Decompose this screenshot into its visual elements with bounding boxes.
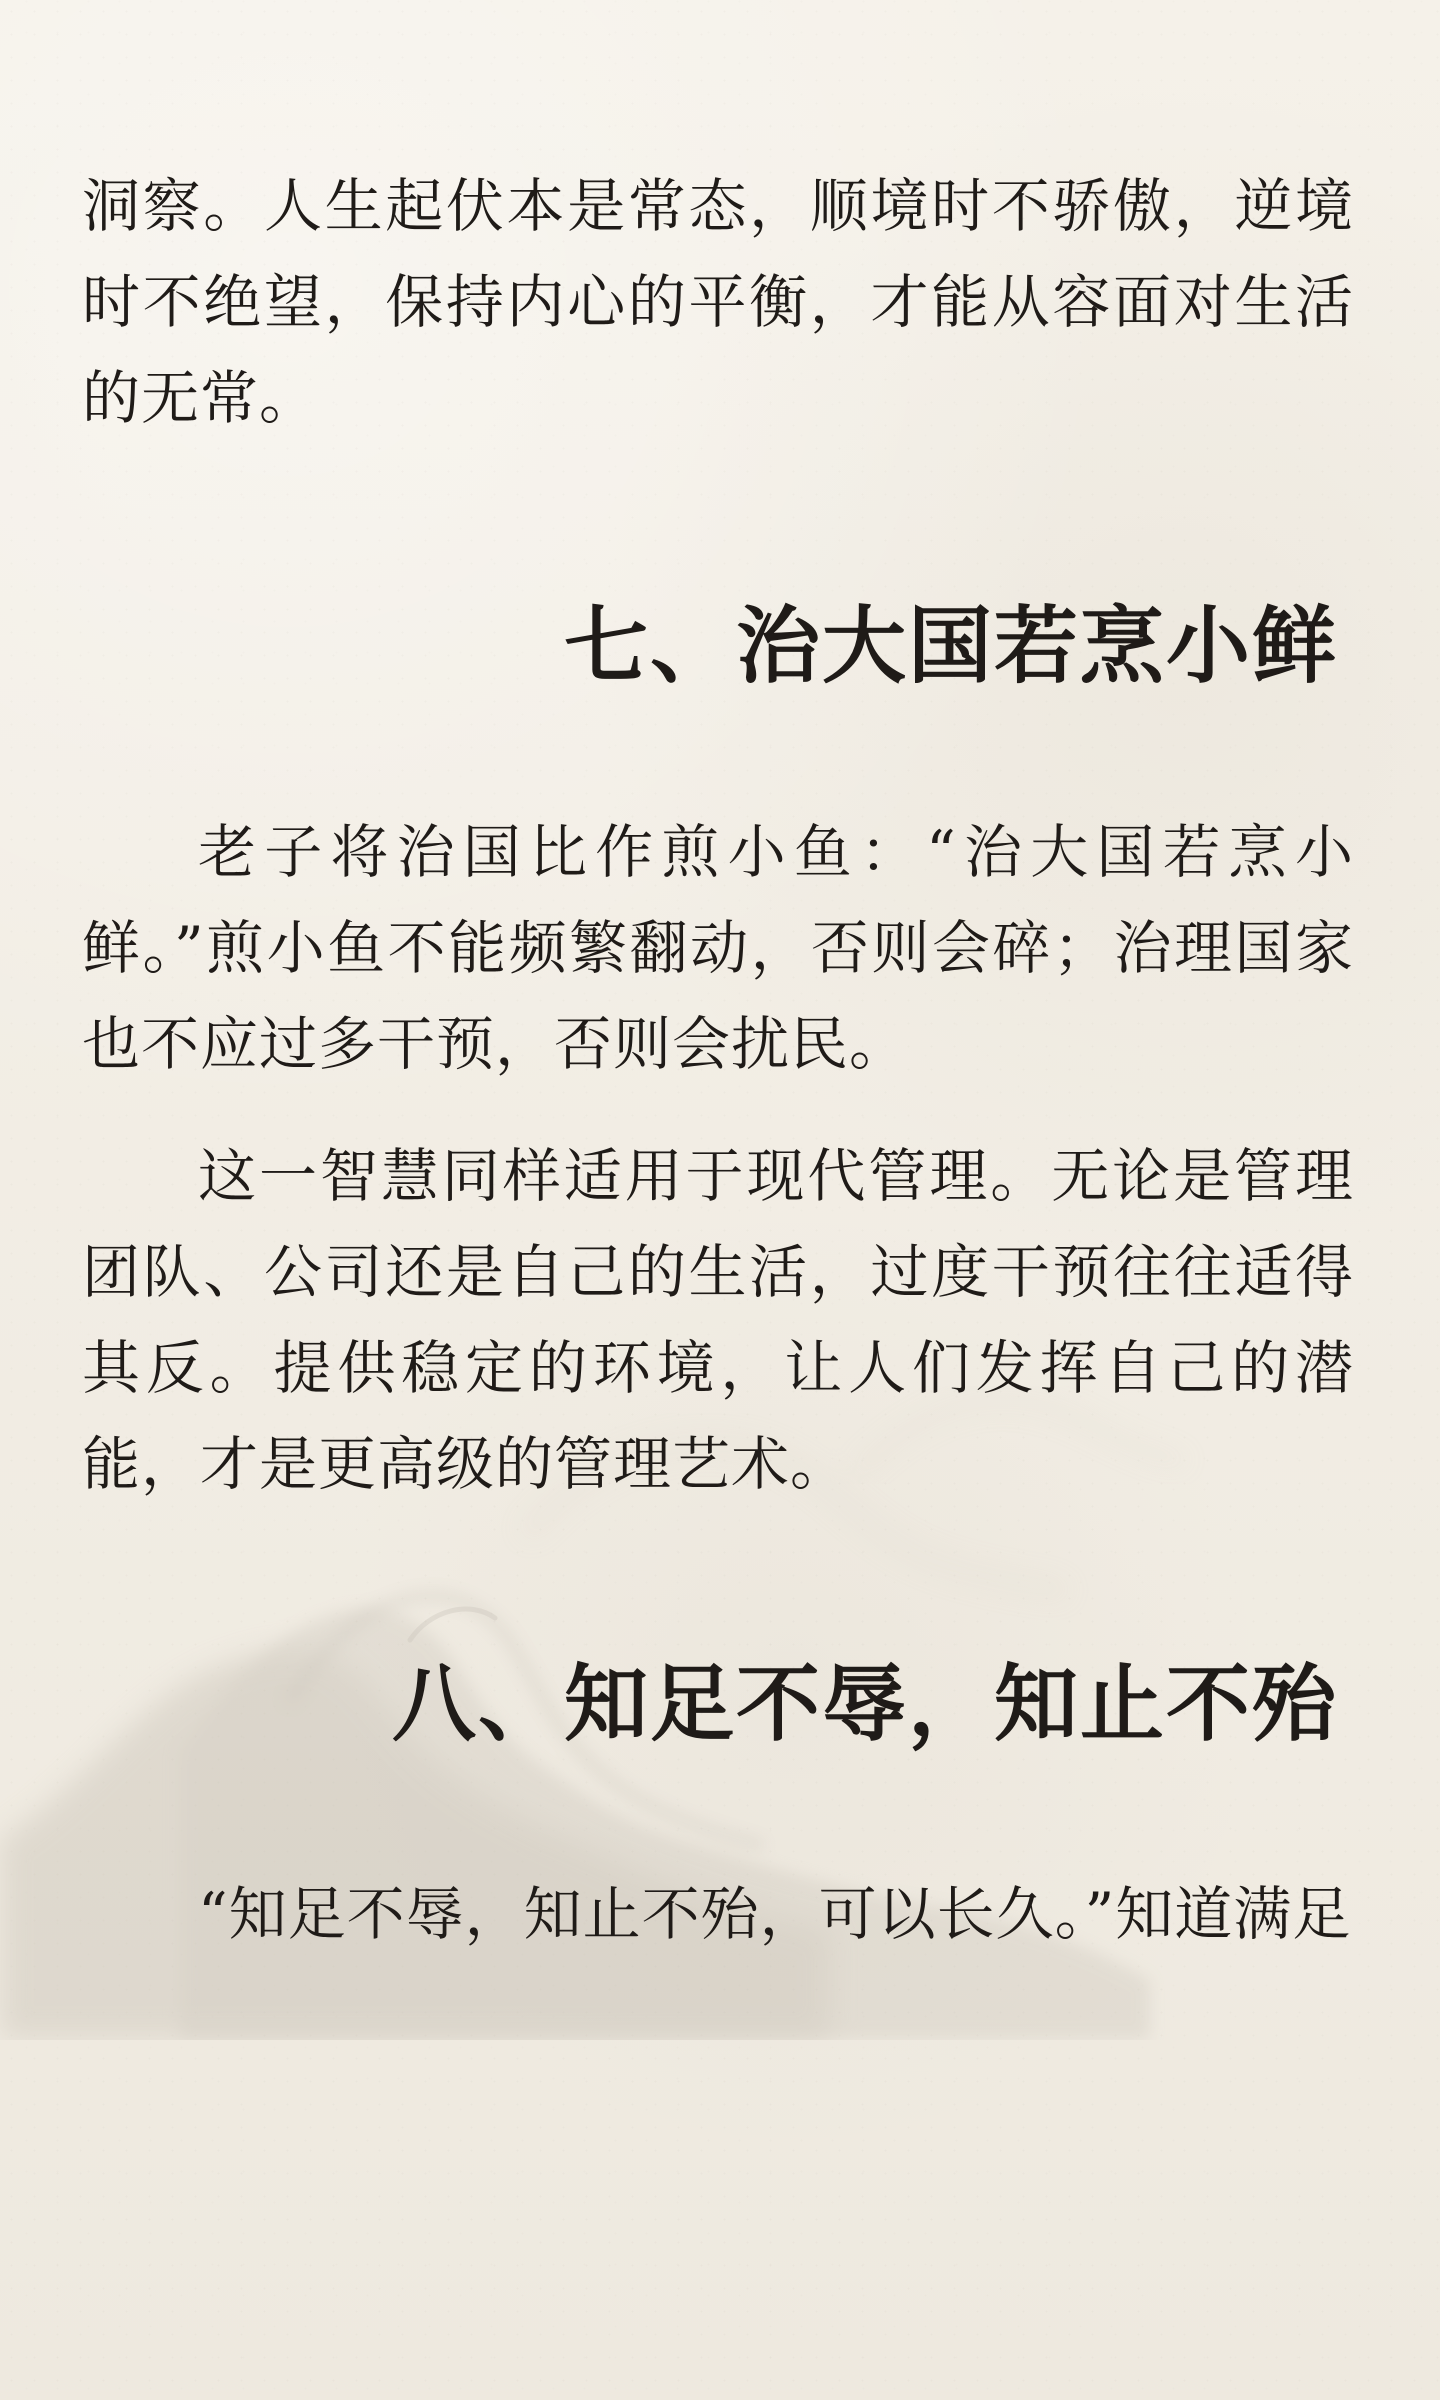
section-seven-heading: 七、治大国若烹小鲜 xyxy=(563,596,1338,695)
section-eight-paragraph-1: “知足不辱，知止不殆，可以长久。”知道满足 xyxy=(198,1880,1352,1948)
section-seven-paragraph-2: 这一智慧同样适用于现代管理。无论是管理团队、公司还是自己的生活，过度干预往往适得其反。提供稳定的环境，让人们发挥自己的潜能，才是更高级的管理艺术。 xyxy=(82,1142,1354,1498)
paragraph-gap xyxy=(82,1092,1354,1128)
section-eight-heading: 八、知足不辱，知止不殆 xyxy=(391,1654,1338,1753)
intro-paragraph: 洞察。人生起伏本是常态，顺境时不骄傲，逆境时不绝望，保持内心的平衡，才能从容面对生活的无常。 xyxy=(82,172,1354,432)
section-seven-paragraph-1: 老子将治国比作煎小鱼：“治大国若烹小鲜。”煎小鱼不能频繁翻动，否则会碎；治理国家也不应过多干预，否则会扰民。 xyxy=(82,818,1354,1078)
article-content xyxy=(82,158,1354,1962)
